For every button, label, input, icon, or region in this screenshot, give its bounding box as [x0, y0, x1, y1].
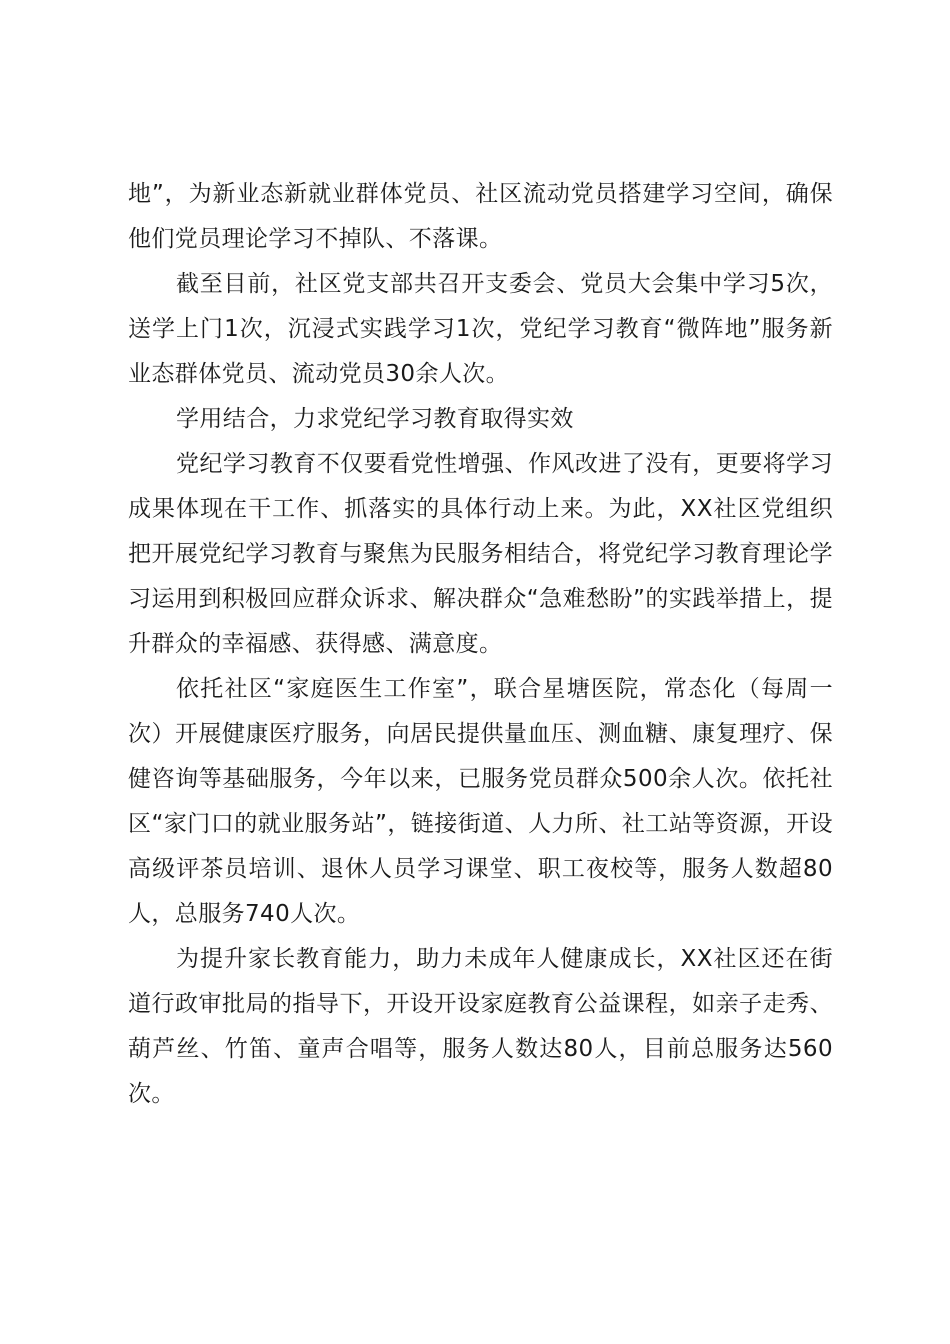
document-body [128, 172, 833, 1117]
paragraph-services: 依托社区“家庭医生工作室”，联合星塘医院，常态化（每周一次）开展健康医疗服务，向居民提供量血压、测血糖、康复理疗、保健咨询等基础服务，今年以来，已服务党员群众500余人次。依托社区“家门口的就业服务站”，链接街道、人力所、社工站等资源，开设高级评茶员培训、退休人员学习课堂、职工夜校等，服务人数超80人，总服务740人次。 [128, 676, 833, 927]
section-heading: 学用结合，力求党纪学习教育取得实效 [176, 406, 574, 432]
paragraph-continuation: 地”，为新业态新就业群体党员、社区流动党员搭建学习空间，确保他们党员理论学习不掉队、不落课。 [128, 181, 833, 252]
paragraph-family-education: 为提升家长教育能力，助力未成年人健康成长，XX社区还在街道行政审批局的指导下，开设开设家庭教育公益课程，如亲子走秀、葫芦丝、竹笛、童声合唱等，服务人数达80人，目前总服务达560次。 [128, 946, 833, 1107]
paragraph-practice: 党纪学习教育不仅要看党性增强、作风改进了没有，更要将学习成果体现在干工作、抓落实的具体行动上来。为此，XX社区党组织把开展党纪学习教育与聚焦为民服务相结合，将党纪学习教育理论学习运用到积极回应群众诉求、解决群众“急难愁盼”的实践举措上，提升群众的幸福感、获得感、满意度。 [128, 451, 833, 657]
paragraph-stats: 截至目前，社区党支部共召开支委会、党员大会集中学习5次，送学上门1次，沉浸式实践学习1次，党纪学习教育“微阵地”服务新业态群体党员、流动党员30余人次。 [128, 271, 833, 387]
